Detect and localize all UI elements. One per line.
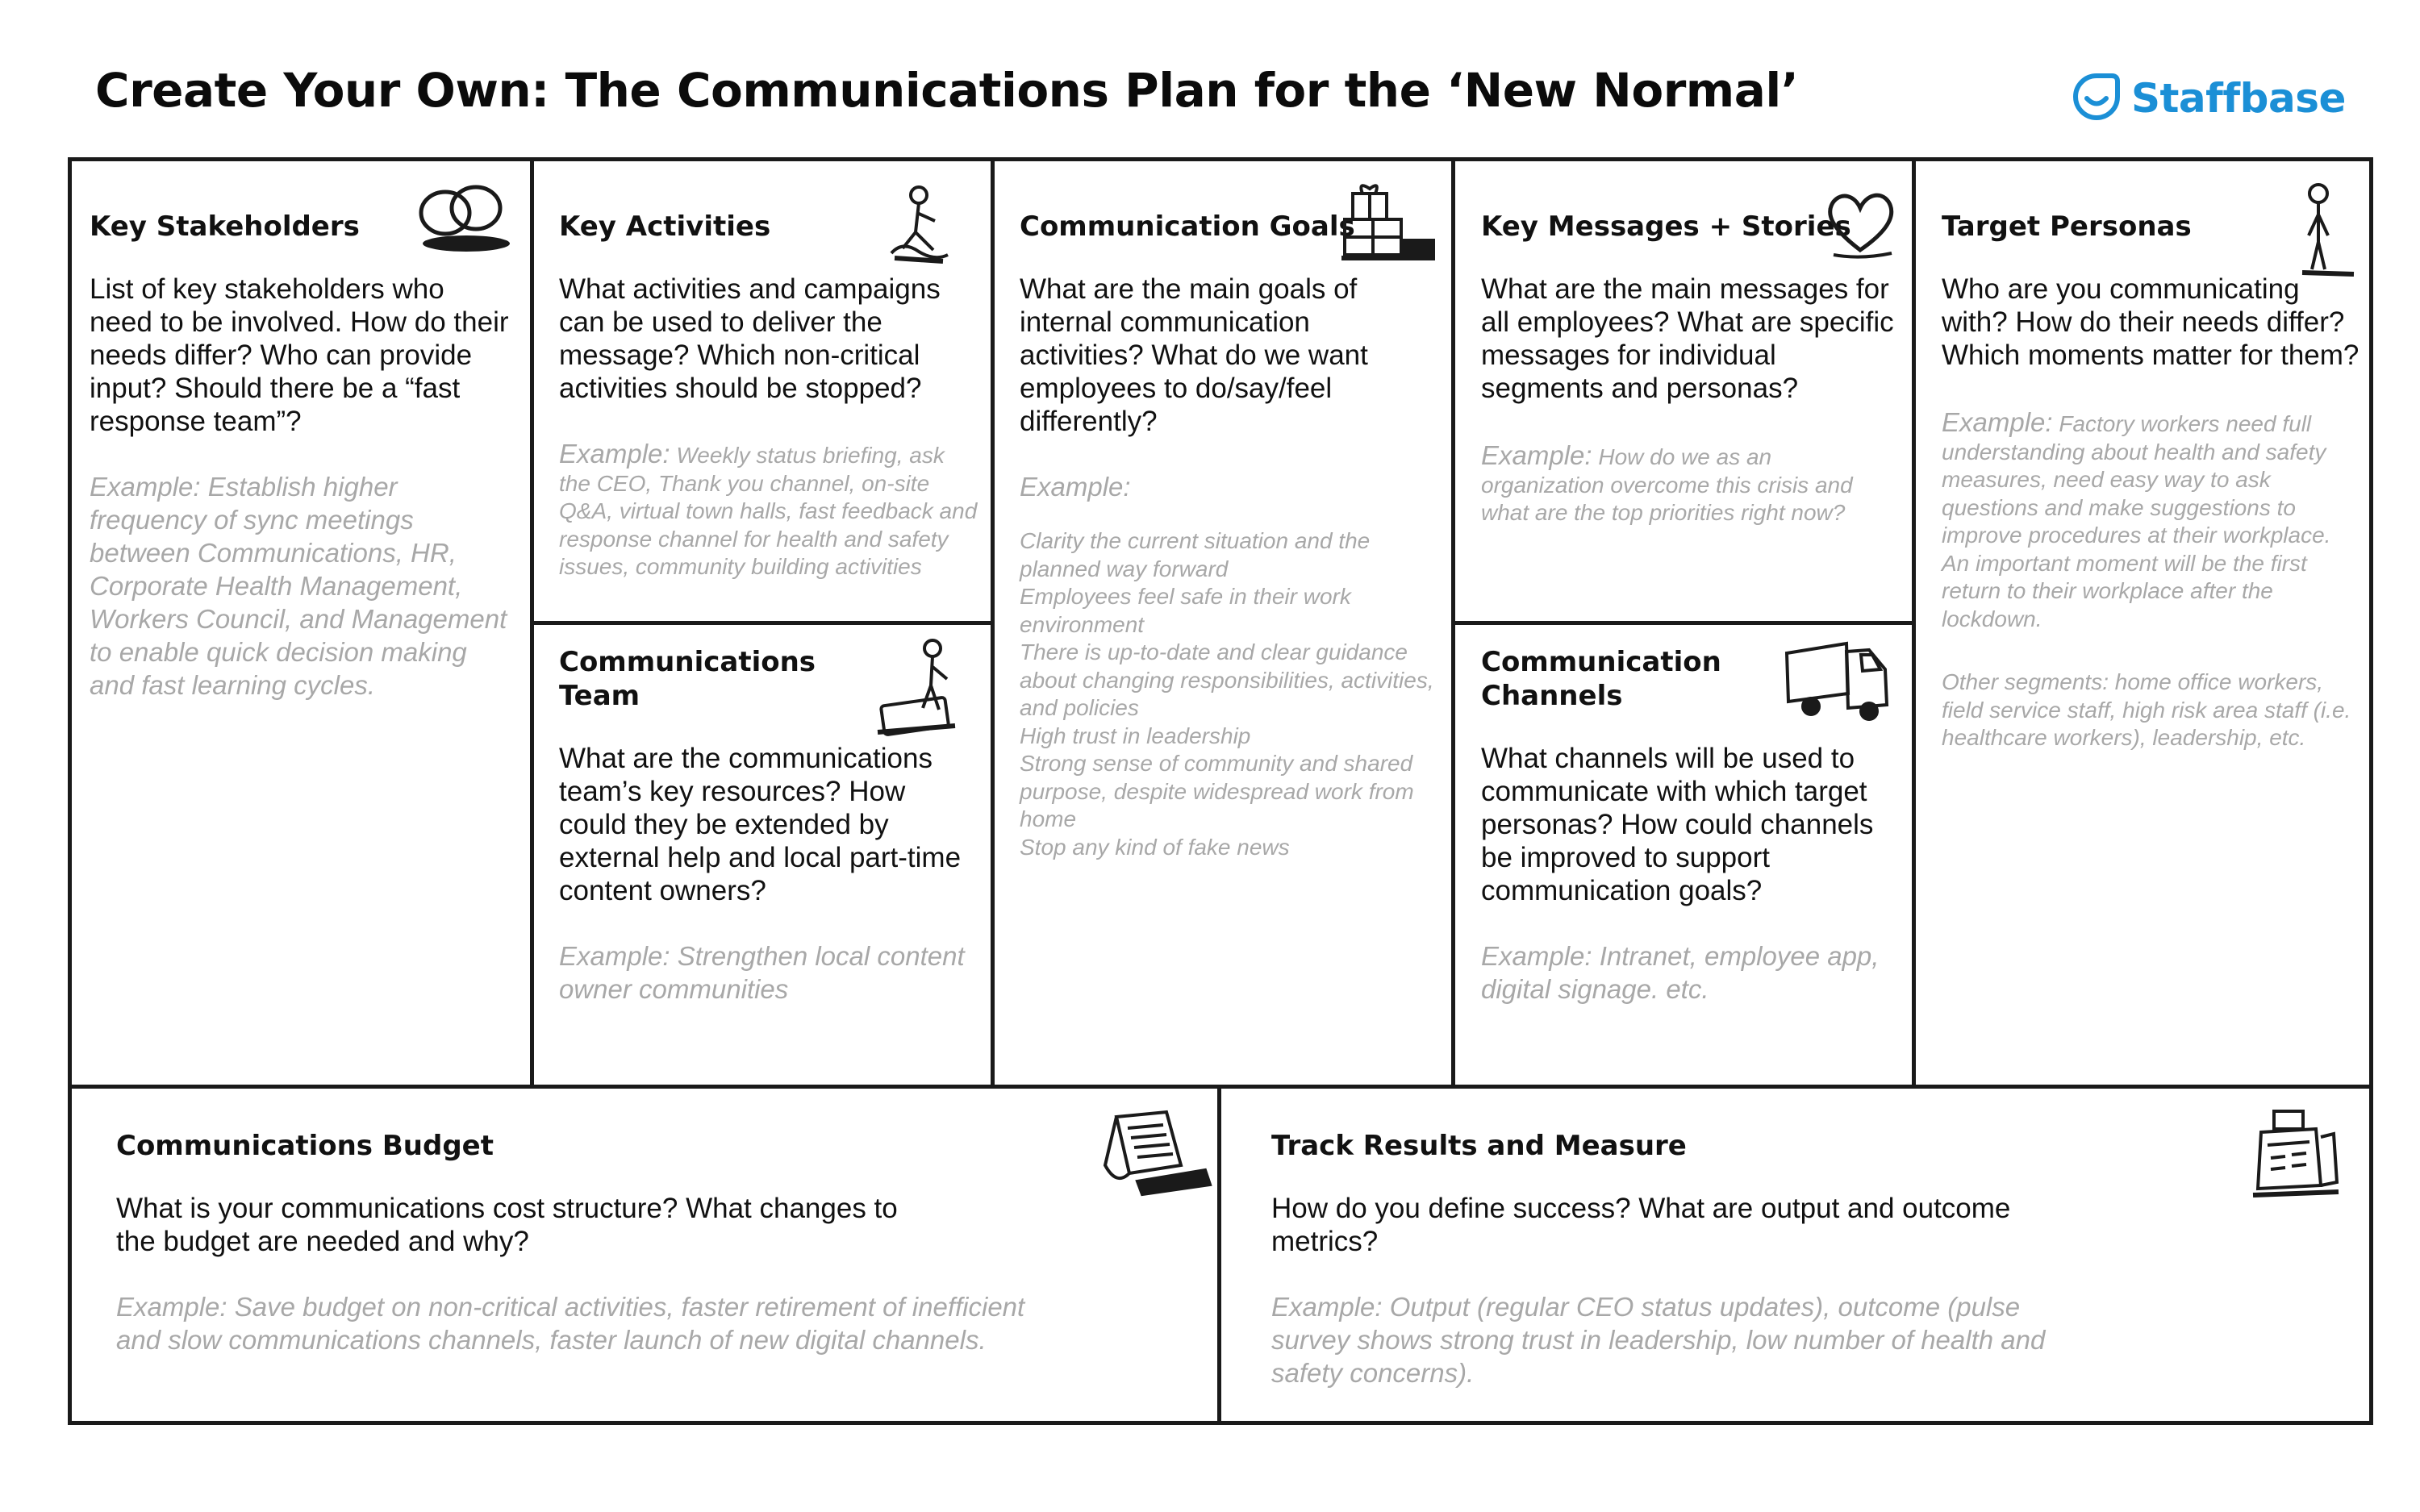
track-results-block xyxy=(1271,1129,2199,1389)
divider xyxy=(530,161,534,1089)
key-stakeholders-block xyxy=(90,210,509,702)
block-question: What are the main messages for all employees? What are specific messages for individual segments and personas? xyxy=(1481,273,1894,404)
divider xyxy=(991,161,995,1089)
list-item: Employees feel safe in their work environment xyxy=(1020,584,1351,637)
goals-list xyxy=(1020,527,1439,861)
block-title: Key Messages + Stories xyxy=(1481,210,1851,243)
block-example: Example: Strengthen local content owner communities xyxy=(559,941,965,1004)
staffbase-logo-icon xyxy=(2072,72,2122,126)
linked-rings-icon xyxy=(413,179,514,256)
person-on-box-icon xyxy=(874,637,967,742)
cash-register-icon xyxy=(2250,1105,2343,1210)
block-title: Key Activities xyxy=(559,210,771,243)
list-item: Clarity the current situation and the planned way forward xyxy=(1020,528,1371,581)
block-example: Example: Save budget on non-critical activities, faster retirement of inefficient and slow communications channels, faster launch of new digital channels. xyxy=(116,1292,1025,1355)
block-example xyxy=(1481,442,1901,527)
block-example: Example: Intranet, employee app, digital signage. etc. xyxy=(1481,941,1880,1004)
divider xyxy=(1912,161,1916,1089)
block-question: What are the communications team’s key resources? How could they be extended by external help and local part-time content owners? xyxy=(559,743,962,906)
page-title: Create Your Own: The Communications Plan for the ‘New Normal’ xyxy=(95,63,1799,118)
communication-goals-block xyxy=(1020,210,1439,861)
block-example: Example: Establish higher frequency of sync meetings between Communications, HR, Corporate Health Management, Workers Council, and Management to enable quick decision making and fast learning cycles. xyxy=(90,472,507,700)
brand-logo xyxy=(2072,73,2346,124)
plan-canvas xyxy=(68,157,2373,1425)
block-title: Communication Channels xyxy=(1481,646,1721,712)
example-lead: Example: xyxy=(1942,407,2053,437)
example-lead: Example: xyxy=(1481,440,1592,470)
block-example: Example: Output (regular CEO status updates), outcome (pulse survey shows strong trust in leadership, low number of health and safety concerns). xyxy=(1271,1292,2046,1388)
block-title: Target Personas xyxy=(1942,210,2192,243)
list-item: Strong sense of community and shared purpose, despite widespread work from home xyxy=(1020,751,1414,831)
block-question: What are the main goals of internal communication activities? What do we want employees to do/say/feel differently? xyxy=(1020,273,1368,437)
block-title: Communication Goals xyxy=(1020,210,1355,243)
block-question: Who are you communicating with? How do their needs differ? Which moments matter for them? xyxy=(1942,273,2360,371)
block-question: What channels will be used to communicate with which target personas? How could channels be improved to support communication goals? xyxy=(1481,743,1874,906)
example-lead: Example: xyxy=(1020,472,1131,502)
block-title: Communications Budget xyxy=(116,1130,494,1162)
block-example xyxy=(1942,409,2361,633)
block-title: Communications Team xyxy=(559,646,816,712)
brand-name: Staffbase xyxy=(2131,75,2346,122)
example-lead: Example: xyxy=(559,439,670,469)
block-question: List of key stakeholders who need to be involved. How do their needs differ? Who can provide input? Should there be a “fast response team”? xyxy=(90,273,509,437)
example-text: Weekly status briefing, ask the CEO, Thank you channel, on-site Q&A, virtual town halls, fast feedback and response channel for health and safety issues, community building activities xyxy=(559,443,978,579)
block-question: What is your communications cost structure? What changes to the budget are needed and why? xyxy=(116,1193,898,1257)
block-title: Track Results and Measure xyxy=(1271,1130,1687,1162)
person-kneeling-icon xyxy=(887,184,951,264)
target-personas-block xyxy=(1942,210,2361,752)
block-question: What activities and campaigns can be used to deliver the message? Which non-critical activities should be stopped? xyxy=(559,273,941,404)
gift-boxes-icon xyxy=(1338,177,1439,266)
divider xyxy=(1451,161,1455,1089)
communications-budget-block xyxy=(116,1129,1044,1356)
block-question: How do you define success? What are output and outcome metrics? xyxy=(1271,1193,2011,1257)
divider xyxy=(530,621,995,625)
paper-stack-icon xyxy=(1092,1109,1213,1206)
list-item: Stop any kind of fake news xyxy=(1020,834,1290,860)
example-text: Factory workers need full understanding about health and safety measures, need easy way to ask questions and make suggestions to improve procedures at their workplace. An important moment will be the first return to their workplace after the lockdown. xyxy=(1942,411,2331,631)
divider xyxy=(1217,1085,1221,1421)
standing-person-icon xyxy=(2286,182,2359,279)
key-activities-block xyxy=(559,210,978,581)
block-example xyxy=(559,440,978,581)
truck-icon xyxy=(1782,637,1895,726)
heart-icon xyxy=(1822,185,1899,262)
list-item: High trust in leadership xyxy=(1020,723,1251,748)
divider xyxy=(1451,621,1916,625)
list-item: There is up-to-date and clear guidance about changing responsibilities, activities, and policies xyxy=(1020,639,1434,720)
example-text: How do we as an organization overcome this crisis and what are the top priorities right now? xyxy=(1481,444,1853,525)
other-segments: Other segments: home office workers, field service staff, high risk area staff (i.e. healthcare workers), leadership, etc. xyxy=(1942,669,2351,750)
block-title: Key Stakeholders xyxy=(90,210,360,243)
